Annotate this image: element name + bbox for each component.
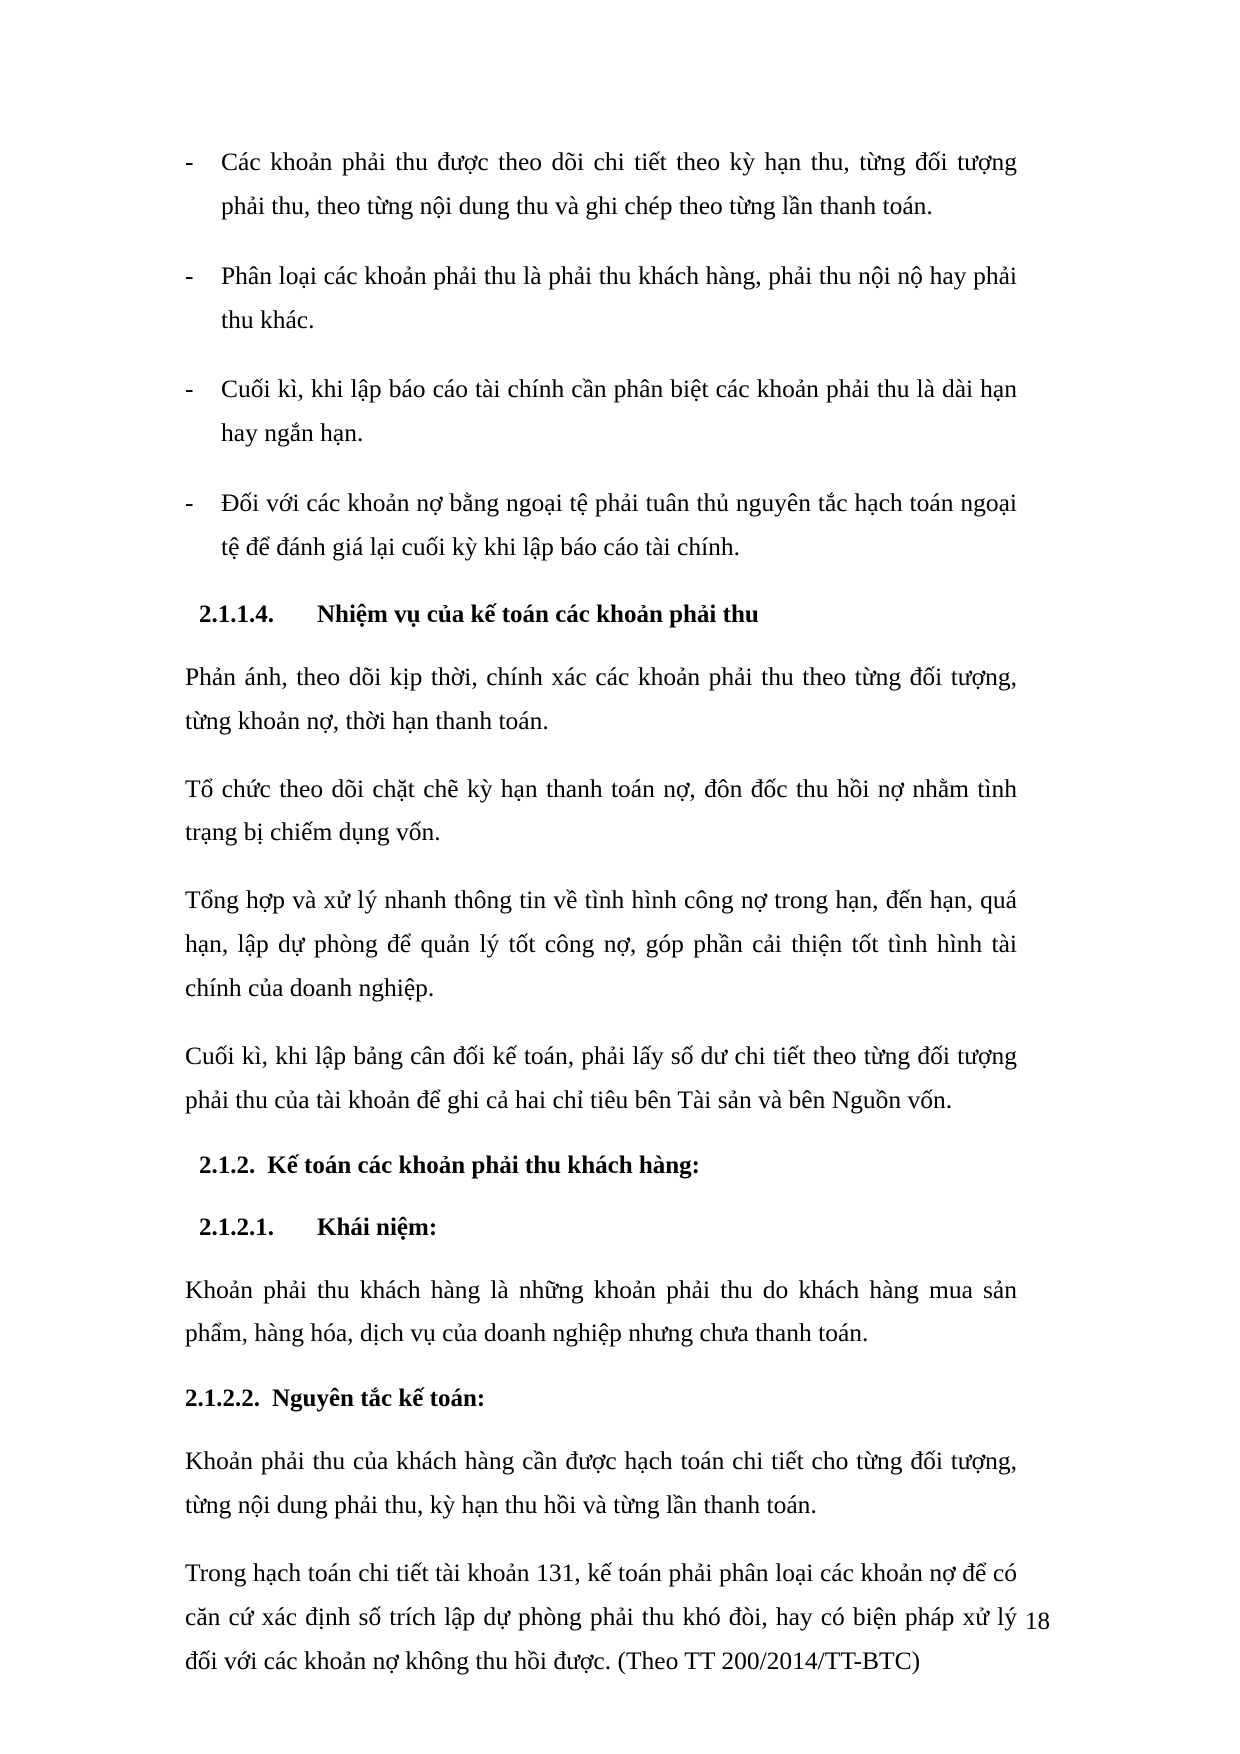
bullet-list-principles (185, 140, 1017, 569)
bullet-marker-icon: - (185, 260, 194, 290)
paragraph: Trong hạch toán chi tiết tài khoản 131, kế toán phải phân loại các khoản nợ để có căn cứ xác định số trích lập dự phòng phải thu khó đòi, hay có biện pháp xử lý đối với các khoản nợ không thu hồi được. (Theo TT 200/2014/TT-BTC) (185, 1558, 1017, 1675)
heading-title: Khái niệm: (317, 1213, 438, 1241)
heading-2-1-2-2 (185, 1379, 1017, 1419)
paragraph: Cuối kì, khi lập bảng cân đối kế toán, phải lấy số dư chi tiết theo từng đối tượng phải thu của tài khoản để ghi cả hai chỉ tiêu bên Tài sản và bên Nguồn vốn. (185, 1040, 1017, 1114)
heading-2-1-1-4 (185, 595, 1017, 635)
list-item (185, 254, 1017, 342)
paragraph: Tổng hợp và xử lý nhanh thông tin về tình hình công nợ trong hạn, đến hạn, quá hạn, lập dự phòng để quản lý tốt công nợ, góp phần cải thiện tốt tình hình tài chính của doanh nghiệp. (185, 885, 1017, 1003)
list-item-text: Đối với các khoản nợ bằng ngoại tệ phải tuân thủ nguyên tắc hạch toán ngoại tệ để đánh giá lại cuối kỳ khi lập báo cáo tài chính. (221, 488, 1017, 562)
page-content (185, 140, 1017, 1683)
paragraph: Khoản phải thu khách hàng là những khoản phải thu do khách hàng mua sản phẩm, hàng hóa, dịch vụ của doanh nghiệp nhưng chưa thanh toán. (185, 1274, 1017, 1348)
page-number: 18 (1025, 1608, 1050, 1635)
heading-title: Nhiệm vụ của kế toán các khoản phải thu (317, 600, 759, 628)
paragraph: Tổ chức theo dõi chặt chẽ kỳ hạn thanh toán nợ, đôn đốc thu hồi nợ nhằm tình trạng bị chiếm dụng vốn. (185, 773, 1017, 847)
heading-number: 2.1.2.2. (185, 1385, 260, 1413)
list-item (185, 481, 1017, 569)
heading-number: 2.1.1.4. (199, 600, 274, 628)
heading-2-1-2-1 (185, 1208, 1017, 1248)
heading-title: Nguyên tắc kế toán: (272, 1385, 486, 1413)
bullet-marker-icon: - (185, 147, 194, 176)
list-item (185, 367, 1017, 455)
paragraph: Phản ánh, theo dõi kịp thời, chính xác các khoản phải thu theo từng đối tượng, từng khoản nợ, thời hạn thanh toán. (185, 661, 1017, 735)
bullet-marker-icon: - (185, 374, 194, 404)
heading-2-1-2 (185, 1146, 1017, 1186)
list-item-text: Các khoản phải thu được theo dõi chi tiết theo kỳ hạn thu, từng đối tượng phải thu, theo từng nội dung thu và ghi chép theo từng lần thanh toán. (221, 147, 1017, 220)
list-item (185, 140, 1017, 228)
paragraph: Khoản phải thu của khách hàng cần được hạch toán chi tiết cho từng đối tượng, từng nội dung phải thu, kỳ hạn thu hồi và từng lần thanh toán. (185, 1446, 1017, 1520)
list-item-text: Cuối kì, khi lập báo cáo tài chính cần phân biệt các khoản phải thu là dài hạn hay ngắn hạn. (221, 374, 1017, 448)
list-item-text: Phân loại các khoản phải thu là phải thu khách hàng, phải thu nội nộ hay phải thu khác. (221, 260, 1017, 334)
heading-number: 2.1.2. (199, 1151, 256, 1179)
bullet-marker-icon: - (185, 488, 194, 518)
heading-title: Kế toán các khoản phải thu khách hàng: (267, 1151, 701, 1179)
heading-number: 2.1.2.1. (199, 1213, 274, 1241)
